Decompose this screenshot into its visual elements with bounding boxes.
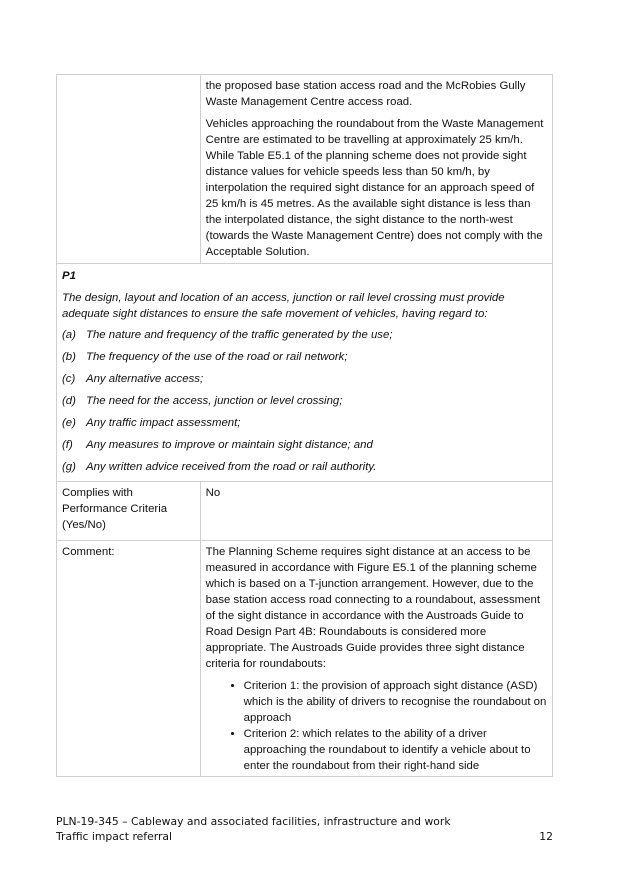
criteria-item-label: (c) (62, 373, 76, 385)
footer-subtitle: Traffic impact referral (56, 830, 173, 843)
footer-document-title: PLN-19-345 – Cableway and associated facilities, infrastructure and work (56, 815, 451, 828)
table-cell-empty (57, 75, 201, 264)
criteria-item (62, 415, 547, 431)
comment-label-cell: Comment: (57, 541, 201, 777)
table-row-p1 (57, 264, 553, 482)
criteria-bullet-list (206, 678, 547, 774)
assessment-table (56, 74, 553, 777)
comment-cell (200, 541, 552, 777)
criteria-item-text: Any measures to improve or maintain sight distance; and (86, 439, 373, 451)
table-cell (200, 75, 552, 264)
criteria-item-text: Any traffic impact assessment; (86, 417, 241, 429)
criteria-intro: The design, layout and location of an access, junction or rail level crossing must provide adequate sight distances to ensure the safe movement of vehicles, having regard to: (62, 292, 505, 320)
paragraph: the proposed base station access road and the McRobies Gully Waste Management Centre access road. (205, 80, 526, 108)
criteria-item-text: The nature and frequency of the traffic generated by the use; (86, 329, 393, 341)
page-footer (56, 814, 553, 844)
performance-criteria-cell (57, 264, 553, 482)
criteria-item-label: (e) (62, 417, 76, 429)
table-row (57, 75, 553, 264)
criteria-item-label: (a) (62, 329, 76, 341)
paragraph: Vehicles approaching the roundabout from the Waste Management Centre are estimated to be travelling at approximately 25 km/h. While Table E5.1 of the planning scheme does not provide sight distance values for vehicle speeds less than 50 km/h, by interpolation the required sight distance for an approach speed of 25 km/h is 45 metres. As the available sight distance is less than the interpolated distance, the sight distance to the north-west (towards the Waste Management Centre) does not comply with the Acceptable Solution. (205, 118, 544, 258)
complies-value-cell: No (200, 482, 552, 541)
criteria-item (62, 393, 547, 409)
complies-label-cell: Complies with Performance Criteria (Yes/No) (57, 482, 201, 541)
bullet-item: • Criterion 1: the provision of approach sight distance (ASD) which is the ability of drivers to recognise the roundabout on approach (244, 678, 547, 726)
criteria-item-text: The frequency of the use of the road or rail network; (86, 351, 348, 363)
criteria-item (62, 437, 547, 453)
criteria-item-text: The need for the access, junction or level crossing; (86, 395, 343, 407)
criteria-item-label: (b) (62, 351, 76, 363)
criteria-item-text: Any alternative access; (86, 373, 204, 385)
criteria-item (62, 371, 547, 387)
criteria-title: P1 (62, 270, 76, 282)
criteria-item-label: (d) (62, 395, 76, 407)
criteria-item (62, 459, 547, 475)
page-number: 12 (539, 830, 553, 843)
criteria-item (62, 349, 547, 365)
criteria-item (62, 327, 547, 343)
criteria-item-label: (f) (62, 439, 73, 451)
criteria-item-label: (g) (62, 461, 76, 473)
table-row-comment (57, 541, 553, 777)
criteria-item-text: Any written advice received from the road or rail authority. (86, 461, 377, 473)
table-row-complies (57, 482, 553, 541)
bullet-item: • Criterion 2: which relates to the ability of a driver approaching the roundabout to identify a vehicle about to enter the roundabout from their right-hand side (244, 726, 547, 774)
comment-text: The Planning Scheme requires sight distance at an access to be measured in accordance with Figure E5.1 of the planning scheme which is based on a T-junction arrangement. However, due to the base station access road connecting to a roundabout, assessment of the sight distance in accordance with the Austroads Guide to Road Design Part 4B: Roundabouts is considered more appropriate. The Austroads Guide provides three sight distance criteria for roundabouts: (205, 546, 541, 670)
